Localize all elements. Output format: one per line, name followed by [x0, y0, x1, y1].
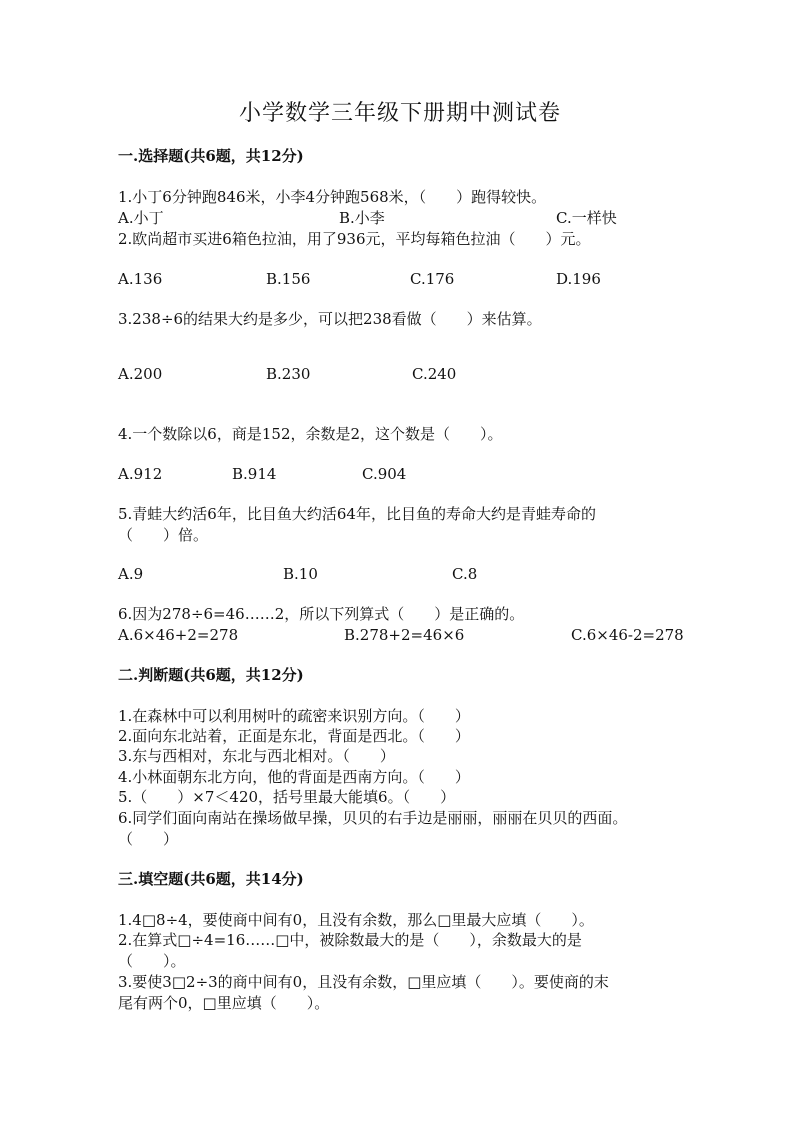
section-heading-judgement: 二.判断题(共6题，共12分) — [118, 666, 304, 684]
judgement-item-4: 4.小林面朝东北方向，他的背面是西南方向。（ ） — [118, 768, 470, 786]
fill-item-3: 3.要使3□2÷3的商中间有0，且没有余数，□里应填（ ）。要使商的末 — [118, 973, 609, 991]
judgement-item-1: 1.在森林中可以利用树叶的疏密来识别方向。（ ） — [118, 707, 470, 725]
question-6-option-a: A.6×46+2=278 — [118, 626, 239, 644]
question-2-option-d: D.196 — [556, 270, 601, 288]
question-1-option-a: A.小丁 — [118, 209, 164, 227]
question-4-option-a: A.912 — [118, 465, 163, 483]
judgement-item-2: 2.面向东北站着，正面是东北，背面是西北。（ ） — [118, 727, 470, 745]
question-4: 4.一个数除以6，商是152，余数是2，这个数是（ ）。 — [118, 425, 503, 443]
question-5-option-a: A.9 — [118, 565, 144, 583]
question-6-option-b: B.278+2=46×6 — [344, 626, 465, 644]
judgement-item-6-blank: （ ） — [118, 830, 179, 848]
question-3-option-b: B.230 — [266, 365, 311, 383]
question-6-option-c: C.6×46-2=278 — [571, 626, 684, 644]
question-3-option-a: A.200 — [118, 365, 163, 383]
question-5-option-b: B.10 — [283, 565, 318, 583]
question-6: 6.因为278÷6=46……2，所以下列算式（ ）是正确的。 — [118, 605, 525, 623]
section-heading-choice: 一.选择题(共6题，共12分) — [118, 147, 304, 165]
judgement-item-5: 5.（ ）×7＜420，括号里最大能填6。（ ） — [118, 788, 456, 806]
question-5-option-c: C.8 — [452, 565, 478, 583]
question-3-option-c: C.240 — [412, 365, 457, 383]
fill-item-2-continued: （ ）。 — [118, 952, 186, 970]
question-2-option-a: A.136 — [118, 270, 163, 288]
section-heading-fill-blank: 三.填空题(共6题，共14分) — [118, 870, 304, 888]
judgement-item-3: 3.东与西相对，东北与西北相对。（ ） — [118, 747, 395, 765]
question-2-option-c: C.176 — [410, 270, 455, 288]
question-3: 3.238÷6的结果大约是多少，可以把238看做（ ）来估算。 — [118, 310, 542, 328]
question-2: 2.欧尚超市买进6箱色拉油，用了936元，平均每箱色拉油（ ）元。 — [118, 230, 591, 248]
question-1-option-b: B.小李 — [339, 209, 385, 227]
question-4-option-c: C.904 — [362, 465, 407, 483]
question-2-option-b: B.156 — [266, 270, 311, 288]
fill-item-2: 2.在算式□÷4=16……□中，被除数最大的是（ ），余数最大的是 — [118, 931, 582, 949]
judgement-item-6: 6.同学们面向南站在操场做早操，贝贝的右手边是丽丽，丽丽在贝贝的西面。 — [118, 809, 628, 827]
question-1: 1.小丁6分钟跑846米，小李4分钟跑568米，（ ）跑得较快。 — [118, 188, 547, 206]
question-4-option-b: B.914 — [232, 465, 277, 483]
question-1-option-c: C.一样快 — [556, 209, 617, 227]
fill-item-3-continued: 尾有两个0，□里应填（ ）。 — [118, 994, 330, 1012]
fill-item-1: 1.4□8÷4，要使商中间有0，且没有余数，那么□里最大应填（ ）。 — [118, 911, 594, 929]
question-5: 5.青蛙大约活6年，比目鱼大约活64年，比目鱼的寿命大约是青蛙寿命的 — [118, 505, 596, 523]
question-5-continued: （ ）倍。 — [118, 526, 209, 544]
page-title: 小学数学三年级下册期中测试卷 — [238, 101, 561, 126]
